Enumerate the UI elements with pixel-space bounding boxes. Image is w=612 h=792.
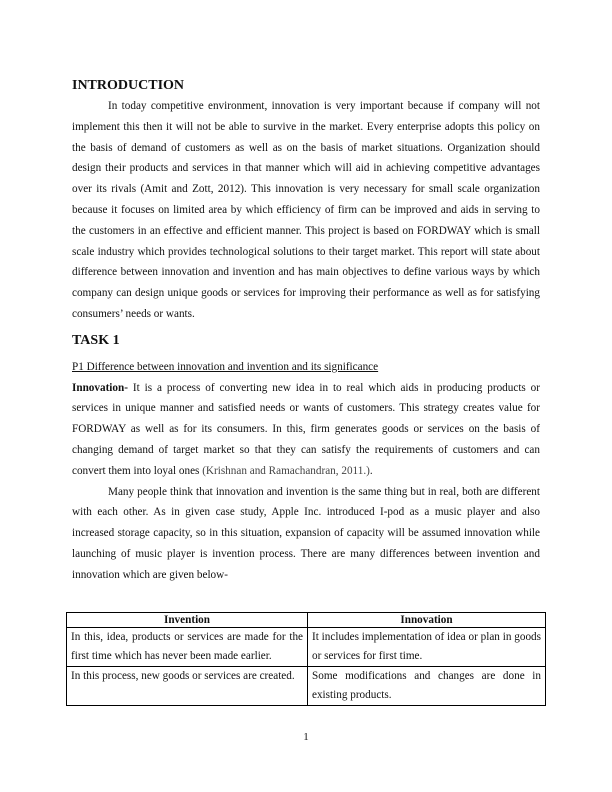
innovation-text: It is a process of converting new idea in to real which aids in producing products or services in unique manner and satisfied needs or wants of customers. This strategy creates value for FORDWAY as well as for its consumers. In this, firm generates goods or services on the basis of changing demand of target market so that they can satisfy the requirements of customers and can convert them into loyal ones	[72, 381, 540, 477]
introduction-heading: INTRODUCTION	[72, 78, 185, 93]
comparison-table	[66, 612, 546, 706]
difference-paragraph: Many people think that innovation and invention is the same thing but in real, both are different with each other. As in given case study, Apple Inc. introduced I-pod as a music player and also increased storage capacity, so in this situation, expansion of capacity will be assumed innovation while launching of music player is invention process. There are many differences between invention and innovation which are given below-	[72, 485, 540, 581]
innovation-label: Innovation-	[72, 381, 128, 394]
document-page	[72, 76, 540, 586]
table-cell: In this, idea, products or services are made for the first time which has never been made earlier.	[67, 628, 308, 667]
introduction-paragraph: In today competitive environment, innovation is very important because if company will not implement this then it will not be able to survive in the market. Every enterprise adopts this policy on the basis of demand of customers as well as on the basis of market situations. Organization should design their products and services in that manner which will aid in achieving competitive advantages over its rivals (Amit and Zott, 2012). This innovation is very necessary for small scale organization because it focuses on limited area by which efficiency of firm can be improved and aids in serving to the customers in an effective and efficient manner. This project is based on FORDWAY which is small scale industry which provides technological solutions to their target market. This report will state about difference between innovation and invention and has main objectives to define various ways by which company can design unique goods or services for improving their performance as well as for satisfying consumers’ needs or wants.	[72, 100, 540, 320]
innovation-paragraph	[72, 378, 540, 482]
table-cell: In this process, new goods or services are created.	[67, 667, 308, 706]
task-heading: TASK 1	[72, 332, 120, 348]
table-row	[67, 667, 546, 706]
innovation-end: .	[369, 464, 373, 477]
header-invention: Invention	[67, 613, 308, 628]
table-cell: It includes implementation of idea or plan in goods or services for first time.	[308, 628, 546, 667]
table-header-row	[67, 613, 546, 628]
header-innovation: Innovation	[308, 613, 546, 628]
innovation-citation: (Krishnan and Ramachandran, 2011.)	[202, 464, 370, 477]
table-row	[67, 628, 546, 667]
page-number: 1	[303, 731, 309, 743]
table-cell: Some modifications and changes are done in existing products.	[308, 667, 546, 706]
p1-subheading: P1 Difference between innovation and invention and its significance	[72, 360, 379, 373]
